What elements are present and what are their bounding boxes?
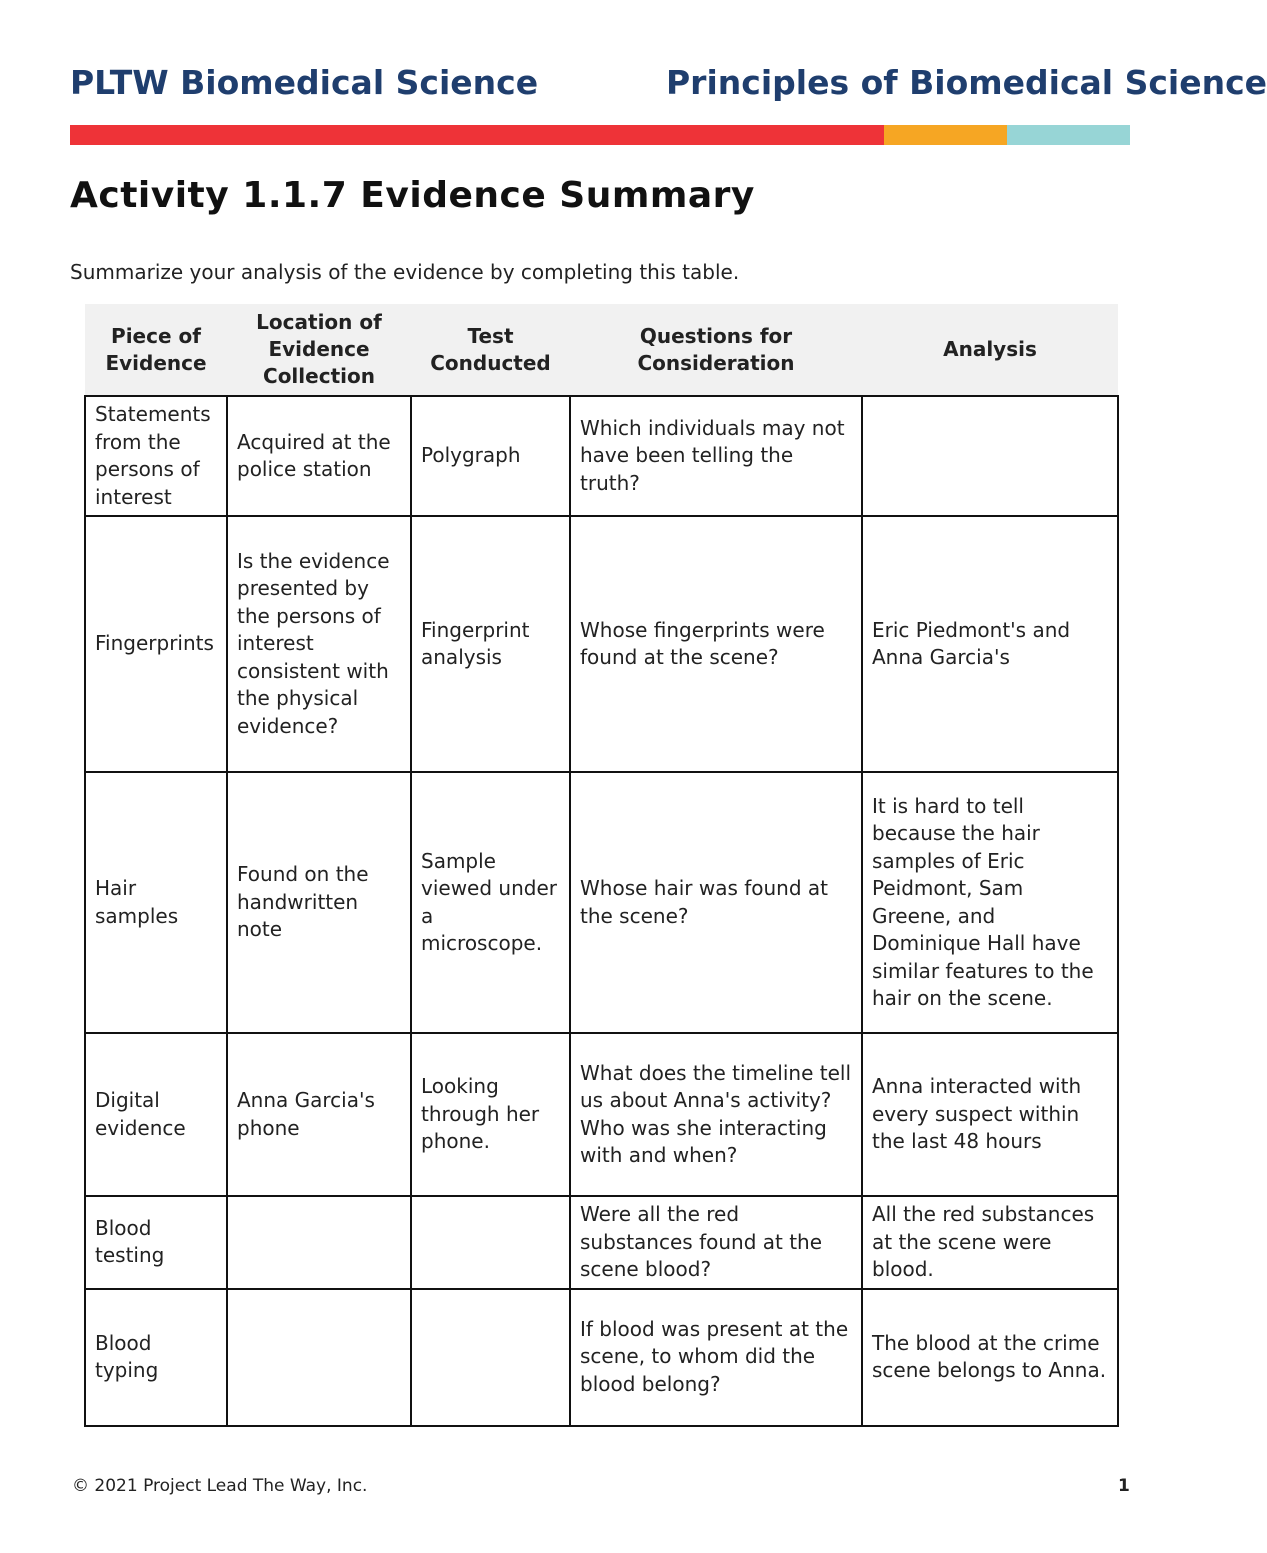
cell-test-conducted: Fingerprint analysis: [411, 516, 570, 772]
table-row: [85, 516, 1118, 772]
cell-location: Anna Garcia's phone: [227, 1033, 411, 1196]
column-header-piece-of-evidence: Piece of Evidence: [85, 304, 227, 396]
cell-location: Found on the handwritten note: [227, 772, 411, 1033]
column-header-test-conducted: Test Conducted: [411, 304, 570, 396]
cell-questions: Were all the red substances found at the scene blood?: [570, 1196, 862, 1289]
cell-location: Acquired at the police station: [227, 396, 411, 516]
footer-copyright: © 2021 Project Lead The Way, Inc.: [72, 1476, 368, 1496]
cell-analysis[interactable]: Eric Piedmont's and Anna Garcia's: [862, 516, 1118, 772]
cell-piece-of-evidence: Hair samples: [85, 772, 227, 1033]
column-header-questions: Questions for Consideration: [570, 304, 862, 396]
cell-analysis[interactable]: The blood at the crime scene belongs to Anna.: [862, 1289, 1118, 1426]
cell-analysis[interactable]: Anna interacted with every suspect within the last 48 hours: [862, 1033, 1118, 1196]
header-bar-orange: [884, 125, 1007, 145]
table-header-row: [85, 304, 1118, 396]
cell-location: Is the evidence presented by the persons of interest consistent with the physical evidence?: [227, 516, 411, 772]
cell-piece-of-evidence: Blood testing: [85, 1196, 227, 1289]
cell-piece-of-evidence: Fingerprints: [85, 516, 227, 772]
cell-analysis[interactable]: All the red substances at the scene were blood.: [862, 1196, 1118, 1289]
cell-questions: Which individuals may not have been telling the truth?: [570, 396, 862, 516]
table-row: [85, 772, 1118, 1033]
cell-questions: If blood was present at the scene, to whom did the blood belong?: [570, 1289, 862, 1426]
page-number: 1: [1118, 1476, 1130, 1496]
cell-questions: Whose fingerprints were found at the scene?: [570, 516, 862, 772]
table-row: [85, 1289, 1118, 1426]
column-header-location: Location of Evidence Collection: [227, 304, 411, 396]
header-bar-red: [70, 125, 884, 145]
cell-questions: Whose hair was found at the scene?: [570, 772, 862, 1033]
column-header-analysis: Analysis: [862, 304, 1118, 396]
header-bar-teal: [1007, 125, 1130, 145]
table-row: [85, 1196, 1118, 1289]
cell-test-conducted: Sample viewed under a microscope.: [411, 772, 570, 1033]
cell-test-conducted[interactable]: [411, 1289, 570, 1426]
evidence-summary-table: [84, 304, 1119, 1427]
page-title: Activity 1.1.7 Evidence Summary: [70, 175, 755, 216]
cell-test-conducted: Looking through her phone.: [411, 1033, 570, 1196]
cell-test-conducted[interactable]: [411, 1196, 570, 1289]
cell-piece-of-evidence: Digital evidence: [85, 1033, 227, 1196]
cell-test-conducted: Polygraph: [411, 396, 570, 516]
header-program-title: PLTW Biomedical Science: [70, 63, 539, 102]
cell-analysis[interactable]: It is hard to tell because the hair samples of Eric Peidmont, Sam Greene, and Dominique Hall have similar features to the hair on the scene.: [862, 772, 1118, 1033]
table-row: [85, 1033, 1118, 1196]
table-row: [85, 396, 1118, 516]
intro-text: Summarize your analysis of the evidence by completing this table.: [70, 260, 740, 284]
header-course-title: Principles of Biomedical Science: [666, 63, 1267, 102]
cell-piece-of-evidence: Statements from the persons of interest: [85, 396, 227, 516]
cell-analysis[interactable]: [862, 396, 1118, 516]
cell-piece-of-evidence: Blood typing: [85, 1289, 227, 1426]
cell-questions: What does the timeline tell us about Anna's activity? Who was she interacting with and when?: [570, 1033, 862, 1196]
cell-location[interactable]: [227, 1196, 411, 1289]
cell-location[interactable]: [227, 1289, 411, 1426]
